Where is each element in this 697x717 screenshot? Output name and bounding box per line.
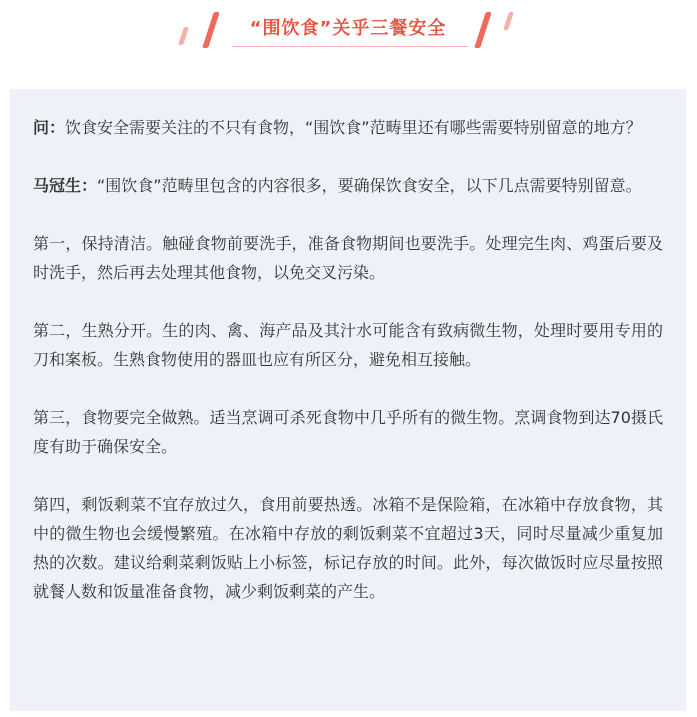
qa-content-box xyxy=(10,89,686,711)
tip-paragraph-1 xyxy=(33,229,663,287)
tip-text: 第三，食物要完全做熟。适当烹调可杀死食物中几乎所有的微生物。烹调食物到达70摄氏度有助于确保安全。 xyxy=(33,408,663,456)
decorative-slash xyxy=(178,27,189,45)
decorative-slash xyxy=(202,12,220,48)
tip-paragraph-2 xyxy=(33,316,663,374)
question-paragraph xyxy=(33,113,663,142)
question-label: 问： xyxy=(33,118,66,137)
tip-paragraph-3 xyxy=(33,403,663,461)
decorative-slash xyxy=(474,12,492,48)
decorative-slash xyxy=(503,12,514,30)
speaker-label: 马冠生： xyxy=(33,176,98,195)
tip-text: 第一，保持清洁。触碰食物前要洗手，准备食物期间也要洗手。处理完生肉、鸡蛋后要及时洗手，然后再去处理其他食物，以免交叉污染。 xyxy=(33,234,663,282)
answer-intro-text: “围饮食”范畴里包含的内容很多，要确保饮食安全，以下几点需要特别留意。 xyxy=(97,176,642,195)
section-title: “围饮食”关乎三餐安全 xyxy=(249,18,447,39)
answer-intro-paragraph xyxy=(33,171,663,200)
section-header xyxy=(0,0,697,70)
question-text: 饮食安全需要关注的不只有食物，“围饮食”范畴里还有哪些需要特别留意的地方？ xyxy=(65,118,642,137)
title-underline xyxy=(232,46,468,47)
tip-text: 第二，生熟分开。生的肉、禽、海产品及其汁水可能含有致病微生物，处理时要用专用的刀和案板。生熟食物使用的器皿也应有所区分，避免相互接触。 xyxy=(33,321,663,369)
tip-paragraph-4 xyxy=(33,490,663,606)
tip-text: 第四，剩饭剩菜不宜存放过久，食用前要热透。冰箱不是保险箱，在冰箱中存放食物，其中的微生物也会缓慢繁殖。在冰箱中存放的剩饭剩菜不宜超过3天，同时尽量减少重复加热的次数。建议给剩菜剩饭贴上小标签，标记存放的时间。此外，每次做饭时应尽量按照就餐人数和饭量准备食物，减少剩饭剩菜的产生。 xyxy=(33,495,663,601)
